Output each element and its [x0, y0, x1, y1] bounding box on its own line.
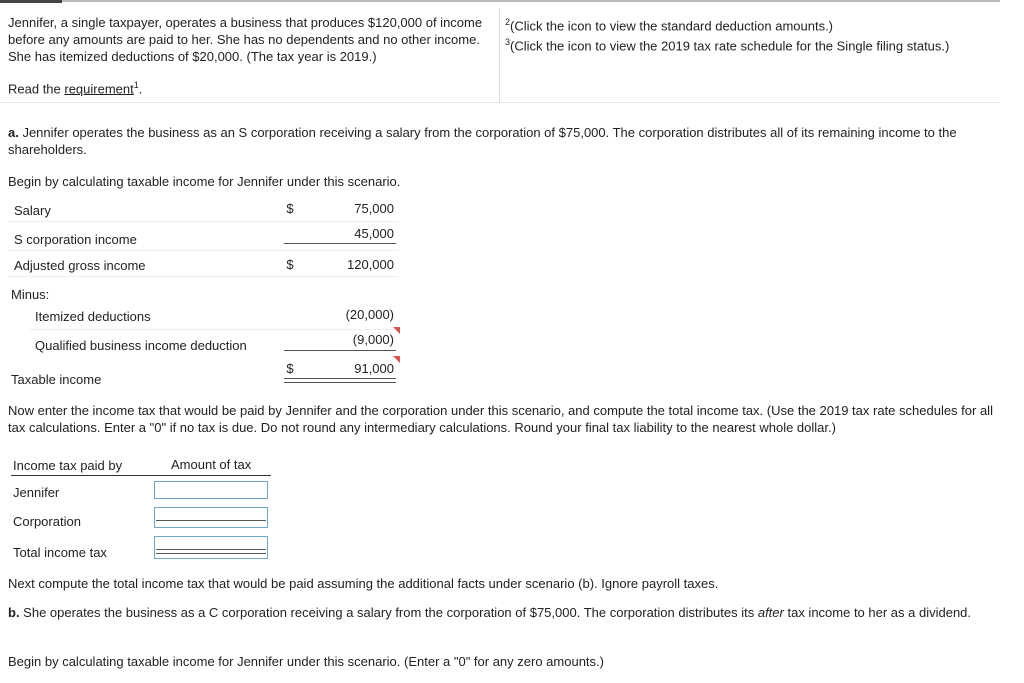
problem-intro	[8, 14, 496, 97]
taxable-income-value: 91,000	[354, 361, 394, 376]
total-income-tax-label: Total income tax	[13, 545, 107, 560]
salary-value: 75,000	[354, 201, 394, 216]
top-border	[0, 0, 1000, 6]
row-divider	[8, 250, 398, 251]
qbi-deduction-label: Qualified business income deduction	[35, 338, 247, 353]
part-a-begin: Begin by calculating taxable income for Jennifer under this scenario.	[8, 174, 401, 189]
itemized-deductions-label: Itemized deductions	[35, 309, 151, 324]
read-requirement-line: Read the requirement$^1$.	[8, 80, 143, 97]
row-divider	[30, 329, 398, 330]
taxable-income-label: Taxable income	[11, 372, 102, 387]
note-tax-rate-schedule[interactable]: $^3$(Click the icon to view the 2019 tax rate schedule for the Single filing status.)	[505, 37, 950, 54]
itemized-deductions-value: (20,000)	[345, 307, 394, 322]
corporation-row-label: Corporation	[13, 514, 81, 529]
qbi-deduction-value: (9,000)	[352, 332, 394, 347]
agi-value: 120,000	[347, 257, 394, 272]
intro-text: Jennifer, a single taxpayer, operates a business that produces $120,000 of income before any amounts are paid to her. She has no dependents and no other income. She has itemized deductions of $20,000. (The tax year is 2019.)	[8, 15, 483, 64]
table-header-underline	[11, 475, 271, 476]
part-b-text: b. She operates the business as a C corporation receiving a salary from the corporation of $75,000. The corporation distributes its after tax income to her as a dividend.	[8, 605, 972, 620]
feedback-marker-icon	[393, 327, 400, 334]
part-b-begin: Begin by calculating taxable income for Jennifer under this scenario. (Enter a "0" for any zero amounts.)	[8, 654, 604, 669]
subtotal-underline	[284, 350, 396, 351]
col-income-tax-paid-by: Income tax paid by	[13, 458, 123, 473]
requirement-link[interactable]: requirement	[64, 81, 134, 97]
instructions-text: Now enter the income tax that would be paid by Jennifer and the corporation under this scenario, and compute the total income tax. (Use the 2019 tax rate schedules for all tax calculations. Enter a "0" if no tax is due. Do not round any intermediary calculations. Round your final tax liability to the nearest whole dollar.)	[8, 403, 993, 435]
row-divider	[8, 221, 398, 222]
minus-label: Minus:	[11, 287, 50, 302]
total-double-underline	[284, 378, 396, 383]
feedback-marker-icon	[393, 356, 400, 363]
next-compute-text: Next compute the total income tax that would be paid assuming the additional facts under scenario (b). Ignore payroll taxes.	[8, 576, 719, 591]
column-divider	[499, 8, 500, 102]
jennifer-tax-input[interactable]	[154, 481, 268, 499]
scorp-income-value: 45,000	[354, 226, 394, 241]
salary-label: Salary	[14, 203, 51, 218]
part-a-text: a. Jennifer operates the business as an S corporation receiving a salary from the corporation of $75,000. The corporation distributes all of its remaining income to the shareholders.	[8, 125, 957, 157]
jennifer-row-label: Jennifer	[13, 485, 60, 500]
row-divider	[8, 276, 398, 277]
input-underline	[156, 520, 266, 521]
total-income-tax-input[interactable]	[154, 536, 268, 559]
input-double-underline	[156, 549, 266, 554]
taxable-dollar: $	[286, 361, 294, 376]
corporation-tax-input[interactable]	[154, 507, 268, 528]
footnotes	[505, 14, 1000, 55]
subtotal-underline	[284, 243, 396, 244]
note-standard-deduction[interactable]: $^2$(Click the icon to view the standard deduction amounts.)	[505, 17, 834, 34]
section-divider	[0, 102, 1000, 103]
agi-label: Adjusted gross income	[14, 258, 146, 273]
agi-dollar: $	[286, 257, 294, 272]
scorp-income-label: S corporation income	[14, 232, 137, 247]
salary-dollar: $	[286, 201, 294, 216]
col-amount-of-tax: Amount of tax	[171, 457, 252, 472]
top-border-accent	[0, 0, 62, 3]
